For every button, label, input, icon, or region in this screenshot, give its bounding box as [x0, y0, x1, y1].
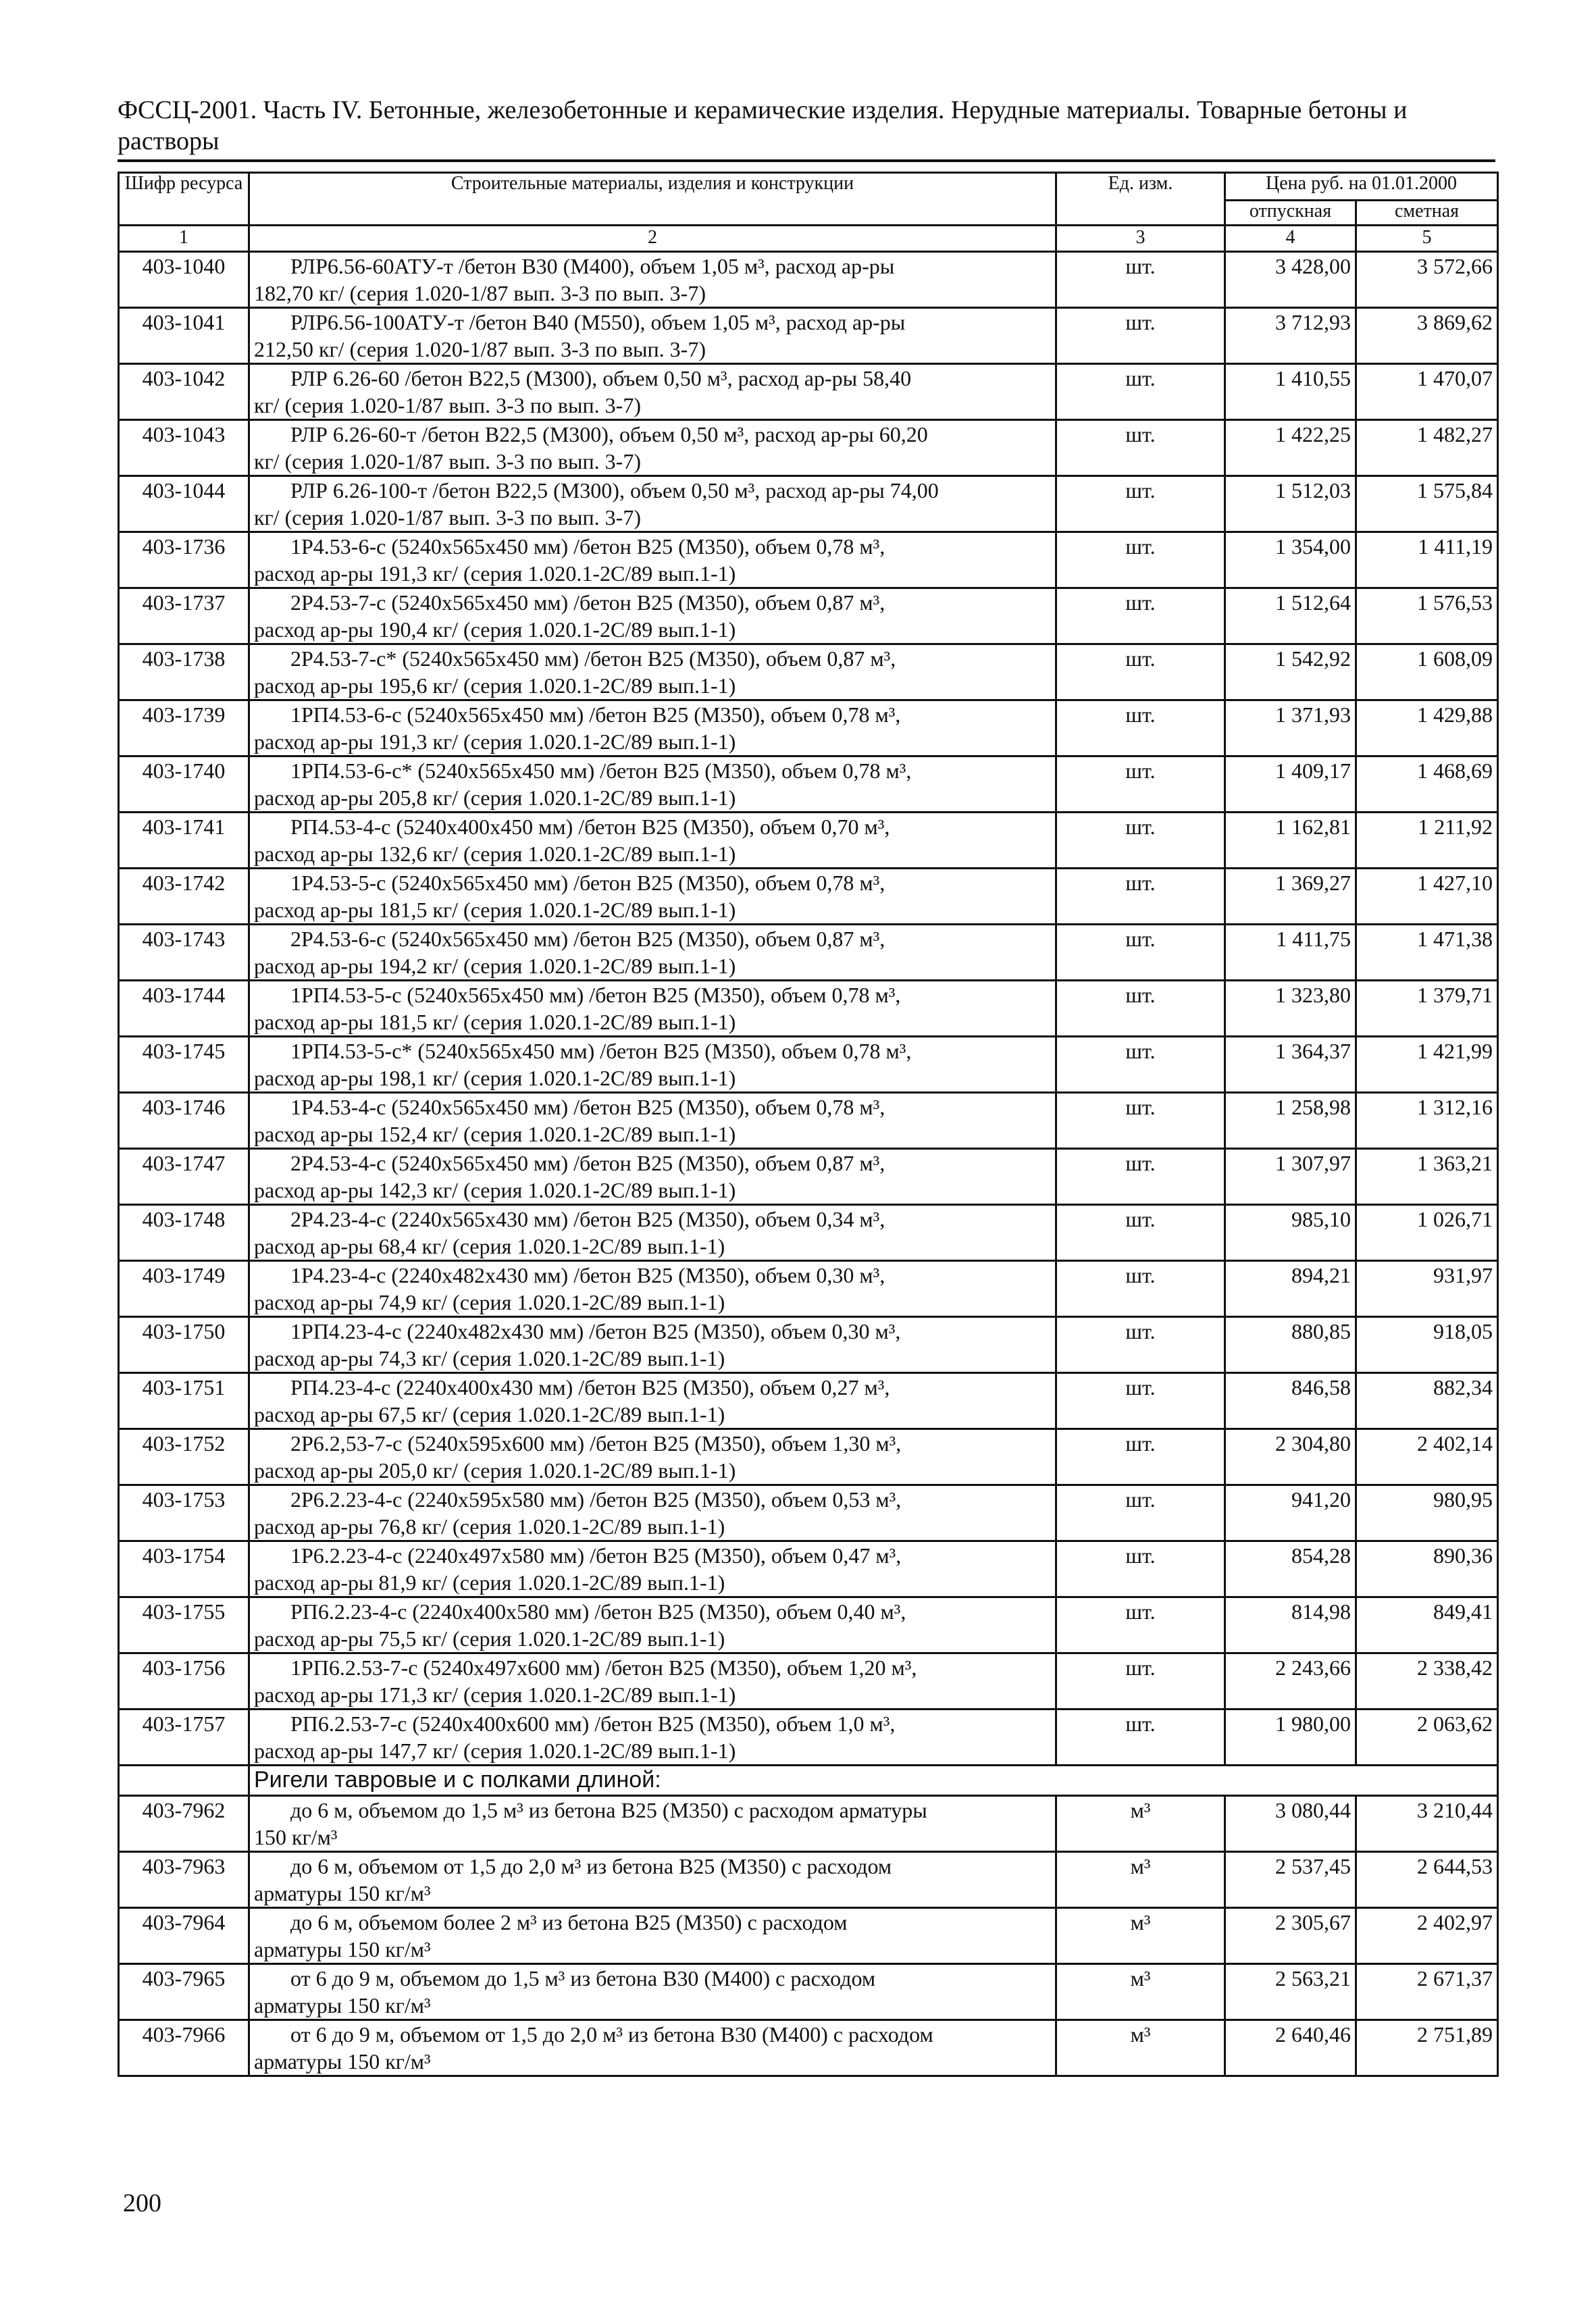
release-price: 1 422,25	[1225, 420, 1356, 476]
column-number: 5	[1356, 226, 1498, 252]
material-description	[249, 1796, 1056, 1852]
unit-of-measure: шт.	[1056, 252, 1225, 308]
table-row	[119, 1908, 1498, 1964]
description-line-1: от 6 до 9 м, объемом до 1,5 м³ из бетона В30 (М400) с расходом	[290, 1966, 876, 1990]
material-description	[249, 420, 1056, 476]
description-line-2: расход ар-ры 181,5 кг/ (серия 1.020.1-2С/89 вып.1-1)	[254, 898, 736, 922]
table-row	[119, 1317, 1498, 1373]
description-line-1: 2Р4.23-4-с (2240x565x430 мм) /бетон В25 (М350), объем 0,34 м³,	[290, 1207, 885, 1231]
release-price: 2 563,21	[1225, 1964, 1356, 2020]
unit-of-measure: шт.	[1056, 813, 1225, 869]
unit-of-measure: шт.	[1056, 476, 1225, 532]
resource-code: 403-1741	[119, 813, 249, 869]
estimate-price: 1 576,53	[1356, 588, 1498, 644]
material-description	[249, 1037, 1056, 1093]
material-description	[249, 1373, 1056, 1429]
material-description	[249, 1908, 1056, 1964]
description-line-2: расход ар-ры 132,6 кг/ (серия 1.020.1-2С/89 вып.1-1)	[254, 842, 736, 866]
description-line-2: расход ар-ры 75,5 кг/ (серия 1.020.1-2С/89 вып.1-1)	[254, 1626, 725, 1651]
unit-of-measure: шт.	[1056, 869, 1225, 925]
material-description	[249, 1485, 1056, 1541]
table-row	[119, 1852, 1498, 1908]
description-line-2: расход ар-ры 194,2 кг/ (серия 1.020.1-2С/89 вып.1-1)	[254, 954, 736, 978]
table-row	[119, 1485, 1498, 1541]
material-description	[249, 1429, 1056, 1485]
resource-code: 403-7965	[119, 1964, 249, 2020]
resource-code: 403-7962	[119, 1796, 249, 1852]
description-line-1: до 6 м, объемом более 2 м³ из бетона В25 (М350) с расходом	[290, 1910, 848, 1934]
table-row	[119, 1373, 1498, 1429]
estimate-price: 918,05	[1356, 1317, 1498, 1373]
unit-of-measure: шт.	[1056, 1093, 1225, 1149]
estimate-price: 1 411,19	[1356, 532, 1498, 588]
material-description	[249, 1205, 1056, 1261]
material-description	[249, 532, 1056, 588]
description-line-2: расход ар-ры 205,0 кг/ (серия 1.020.1-2С/89 вып.1-1)	[254, 1458, 736, 1483]
description-line-1: РП4.23-4-с (2240x400x430 мм) /бетон В25 (М350), объем 0,27 м³,	[290, 1375, 890, 1399]
resource-code: 403-1754	[119, 1541, 249, 1597]
header-name: Строительные материалы, изделия и конструкции	[249, 173, 1056, 226]
unit-of-measure: шт.	[1056, 1317, 1225, 1373]
unit-of-measure: м³	[1056, 1908, 1225, 1964]
release-price: 2 537,45	[1225, 1852, 1356, 1908]
estimate-price: 980,95	[1356, 1485, 1498, 1541]
estimate-price: 1 608,09	[1356, 644, 1498, 700]
table-row	[119, 1964, 1498, 2020]
estimate-price: 2 402,14	[1356, 1429, 1498, 1485]
header-unit: Ед. изм.	[1056, 173, 1225, 226]
resource-code: 403-1743	[119, 925, 249, 981]
description-line-1: 1Р4.53-6-с (5240x565x450 мм) /бетон В25 (М350), объем 0,78 м³,	[290, 534, 885, 559]
description-line-1: РЛР6.56-100АТУ-т /бетон В40 (М550), объем 1,05 м³, расход ар-ры	[290, 310, 906, 334]
unit-of-measure: шт.	[1056, 925, 1225, 981]
material-description	[249, 925, 1056, 981]
description-line-1: 1РП4.53-6-с* (5240x565x450 мм) /бетон В25 (М350), объем 0,78 м³,	[290, 759, 912, 783]
column-number: 2	[249, 226, 1056, 252]
description-line-2: расход ар-ры 147,7 кг/ (серия 1.020.1-2С/89 вып.1-1)	[254, 1739, 736, 1763]
material-description	[249, 700, 1056, 756]
unit-of-measure: м³	[1056, 1796, 1225, 1852]
table-row	[119, 1093, 1498, 1149]
description-line-2: кг/ (серия 1.020-1/87 вып. 3-3 по вып. 3-7)	[254, 393, 641, 417]
description-line-2: арматуры 150 кг/м³	[254, 1993, 431, 2017]
resource-code: 403-1744	[119, 981, 249, 1037]
estimate-price: 1 379,71	[1356, 981, 1498, 1037]
resource-code: 403-1043	[119, 420, 249, 476]
resource-code: 403-1752	[119, 1429, 249, 1485]
section-body	[119, 1766, 1498, 2076]
release-price: 854,28	[1225, 1541, 1356, 1597]
material-description	[249, 252, 1056, 308]
resource-code: 403-1042	[119, 364, 249, 420]
unit-of-measure: шт.	[1056, 1429, 1225, 1485]
estimate-price: 1 427,10	[1356, 869, 1498, 925]
description-line-1: 1РП4.53-6-с (5240x565x450 мм) /бетон В25 (М350), объем 0,78 м³,	[290, 702, 901, 727]
release-price: 3 428,00	[1225, 252, 1356, 308]
release-price: 1 512,64	[1225, 588, 1356, 644]
release-price: 2 243,66	[1225, 1653, 1356, 1709]
description-line-2: кг/ (серия 1.020-1/87 вып. 3-3 по вып. 3-7)	[254, 449, 641, 473]
table-row	[119, 1796, 1498, 1852]
estimate-price: 1 470,07	[1356, 364, 1498, 420]
resource-code: 403-1755	[119, 1597, 249, 1653]
table-row	[119, 1205, 1498, 1261]
table-row	[119, 252, 1498, 308]
resource-code: 403-1753	[119, 1485, 249, 1541]
resource-code: 403-1041	[119, 308, 249, 364]
description-line-2: арматуры 150 кг/м³	[254, 1937, 431, 1961]
material-description	[249, 1653, 1056, 1709]
table-row	[119, 813, 1498, 869]
release-price: 1 364,37	[1225, 1037, 1356, 1093]
estimate-price: 3 210,44	[1356, 1796, 1498, 1852]
header-price-group: Цена руб. на 01.01.2000	[1225, 173, 1498, 201]
section-code-cell	[119, 1766, 249, 1796]
description-line-1: 2Р4.53-6-с (5240x565x450 мм) /бетон В25 (М350), объем 0,87 м³,	[290, 927, 885, 951]
estimate-price: 1 363,21	[1356, 1149, 1498, 1205]
resource-code: 403-1040	[119, 252, 249, 308]
material-description	[249, 1964, 1056, 2020]
material-description	[249, 476, 1056, 532]
resource-code: 403-1736	[119, 532, 249, 588]
table-row	[119, 1709, 1498, 1766]
release-price: 1 512,03	[1225, 476, 1356, 532]
description-line-1: РЛР 6.26-100-т /бетон В22,5 (М300), объем 0,50 м³, расход ар-ры 74,00	[290, 478, 939, 503]
release-price: 1 258,98	[1225, 1093, 1356, 1149]
description-line-1: РП6.2.53-7-с (5240x400x600 мм) /бетон В25 (М350), объем 1,0 м³,	[290, 1712, 896, 1736]
description-line-1: 1РП4.53-5-с* (5240x565x450 мм) /бетон В25 (М350), объем 0,78 м³,	[290, 1039, 912, 1063]
table-row	[119, 308, 1498, 364]
estimate-price: 1 575,84	[1356, 476, 1498, 532]
estimate-price: 1 482,27	[1356, 420, 1498, 476]
section-header-row	[119, 1766, 1498, 1796]
description-line-1: 2Р6.2.23-4-с (2240x595x580 мм) /бетон В25 (М350), объем 0,53 м³,	[290, 1487, 902, 1512]
release-price: 1 307,97	[1225, 1149, 1356, 1205]
description-line-1: до 6 м, объемом от 1,5 до 2,0 м³ из бетона В25 (М350) с расходом	[290, 1854, 892, 1878]
unit-of-measure: шт.	[1056, 700, 1225, 756]
table-row	[119, 1429, 1498, 1485]
resource-code: 403-1756	[119, 1653, 249, 1709]
description-line-1: 1РП4.23-4-с (2240x482x430 мм) /бетон В25 (М350), объем 0,30 м³,	[290, 1319, 901, 1343]
description-line-2: расход ар-ры 191,3 кг/ (серия 1.020.1-2С/89 вып.1-1)	[254, 729, 736, 754]
estimate-price: 1 312,16	[1356, 1093, 1498, 1149]
description-line-2: расход ар-ры 195,6 кг/ (серия 1.020.1-2С/89 вып.1-1)	[254, 673, 736, 698]
release-price: 846,58	[1225, 1373, 1356, 1429]
release-price: 1 323,80	[1225, 981, 1356, 1037]
estimate-price: 3 869,62	[1356, 308, 1498, 364]
release-price: 814,98	[1225, 1597, 1356, 1653]
release-price: 1 369,27	[1225, 869, 1356, 925]
release-price: 3 080,44	[1225, 1796, 1356, 1852]
resource-code: 403-1750	[119, 1317, 249, 1373]
release-price: 1 162,81	[1225, 813, 1356, 869]
estimate-price: 882,34	[1356, 1373, 1498, 1429]
description-line-1: 1РП6.2.53-7-с (5240x497x600 мм) /бетон В25 (М350), объем 1,20 м³,	[290, 1655, 917, 1680]
description-line-2: расход ар-ры 142,3 кг/ (серия 1.020.1-2С/89 вып.1-1)	[254, 1178, 736, 1202]
header-release-price: отпускная	[1225, 201, 1356, 226]
price-table	[118, 172, 1499, 2077]
description-line-2: расход ар-ры 181,5 кг/ (серия 1.020.1-2С/89 вып.1-1)	[254, 1010, 736, 1034]
description-line-2: расход ар-ры 76,8 кг/ (серия 1.020.1-2С/89 вып.1-1)	[254, 1514, 725, 1539]
description-line-1: РЛР 6.26-60-т /бетон В22,5 (М300), объем 0,50 м³, расход ар-ры 60,20	[290, 422, 928, 446]
material-description	[249, 981, 1056, 1037]
description-line-1: РЛР6.56-60АТУ-т /бетон В30 (М400), объем 1,05 м³, расход ар-ры	[290, 254, 895, 278]
description-line-1: 1Р6.2.23-4-с (2240x497x580 мм) /бетон В25 (М350), объем 0,47 м³,	[290, 1543, 902, 1568]
estimate-price: 1 468,69	[1356, 756, 1498, 813]
description-line-1: РЛР 6.26-60 /бетон В22,5 (М300), объем 0,50 м³, расход ар-ры 58,40	[290, 366, 912, 390]
unit-of-measure: шт.	[1056, 1653, 1225, 1709]
page-number: 200	[123, 2189, 161, 2217]
column-number: 3	[1056, 226, 1225, 252]
estimate-price: 2 671,37	[1356, 1964, 1498, 2020]
unit-of-measure: м³	[1056, 1852, 1225, 1908]
estimate-price: 2 402,97	[1356, 1908, 1498, 1964]
description-line-2: расход ар-ры 191,3 кг/ (серия 1.020.1-2С/89 вып.1-1)	[254, 561, 736, 586]
release-price: 1 980,00	[1225, 1709, 1356, 1766]
table-row	[119, 981, 1498, 1037]
description-line-1: 1Р4.23-4-с (2240x482x430 мм) /бетон В25 (М350), объем 0,30 м³,	[290, 1263, 885, 1287]
column-number: 4	[1225, 226, 1356, 252]
description-line-1: 2Р4.53-4-с (5240x565x450 мм) /бетон В25 (М350), объем 0,87 м³,	[290, 1151, 885, 1175]
header-estimate-price: сметная	[1356, 201, 1498, 226]
header-code: Шифр ресурса	[119, 173, 249, 226]
unit-of-measure: шт.	[1056, 1597, 1225, 1653]
table-row	[119, 1653, 1498, 1709]
table-row	[119, 2020, 1498, 2076]
material-description	[249, 1093, 1056, 1149]
table-row	[119, 588, 1498, 644]
unit-of-measure: шт.	[1056, 756, 1225, 813]
description-line-2: кг/ (серия 1.020-1/87 вып. 3-3 по вып. 3-7)	[254, 505, 641, 530]
table-header-row	[119, 173, 1498, 201]
resource-code: 403-1746	[119, 1093, 249, 1149]
estimate-price: 1 471,38	[1356, 925, 1498, 981]
estimate-price: 849,41	[1356, 1597, 1498, 1653]
release-price: 2 304,80	[1225, 1429, 1356, 1485]
table-row	[119, 869, 1498, 925]
material-description	[249, 1149, 1056, 1205]
resource-code: 403-7964	[119, 1908, 249, 1964]
resource-code: 403-1745	[119, 1037, 249, 1093]
release-price: 3 712,93	[1225, 308, 1356, 364]
unit-of-measure: шт.	[1056, 588, 1225, 644]
estimate-price: 1 211,92	[1356, 813, 1498, 869]
table-row	[119, 644, 1498, 700]
table-row	[119, 476, 1498, 532]
table-row	[119, 364, 1498, 420]
material-description	[249, 1597, 1056, 1653]
description-line-1: РП6.2.23-4-с (2240x400x580 мм) /бетон В25 (М350), объем 0,40 м³,	[290, 1599, 906, 1624]
release-price: 1 410,55	[1225, 364, 1356, 420]
unit-of-measure: шт.	[1056, 644, 1225, 700]
resource-code: 403-1738	[119, 644, 249, 700]
column-number-row	[119, 226, 1498, 252]
description-line-1: 2Р4.53-7-с* (5240x565x450 мм) /бетон В25 (М350), объем 0,87 м³,	[290, 646, 896, 671]
resource-code: 403-1749	[119, 1261, 249, 1317]
description-line-2: расход ар-ры 152,4 кг/ (серия 1.020.1-2С/89 вып.1-1)	[254, 1122, 736, 1146]
description-line-2: расход ар-ры 81,9 кг/ (серия 1.020.1-2С/89 вып.1-1)	[254, 1570, 725, 1595]
description-line-2: расход ар-ры 67,5 кг/ (серия 1.020.1-2С/89 вып.1-1)	[254, 1402, 725, 1426]
material-description	[249, 869, 1056, 925]
resource-code: 403-1748	[119, 1205, 249, 1261]
resource-code: 403-7966	[119, 2020, 249, 2076]
material-description	[249, 308, 1056, 364]
unit-of-measure: шт.	[1056, 1541, 1225, 1597]
table-row	[119, 700, 1498, 756]
release-price: 880,85	[1225, 1317, 1356, 1373]
description-line-1: 2Р6.2,53-7-с (5240x595x600 мм) /бетон В25 (М350), объем 1,30 м³,	[290, 1431, 902, 1456]
description-line-2: 212,50 кг/ (серия 1.020-1/87 вып. 3-3 по вып. 3-7)	[254, 337, 706, 361]
table-row	[119, 1037, 1498, 1093]
release-price: 1 354,00	[1225, 532, 1356, 588]
estimate-price: 3 572,66	[1356, 252, 1498, 308]
estimate-price: 1 429,88	[1356, 700, 1498, 756]
unit-of-measure: м³	[1056, 1964, 1225, 2020]
description-line-1: 1Р4.53-4-с (5240x565x450 мм) /бетон В25 (М350), объем 0,78 м³,	[290, 1095, 885, 1119]
release-price: 894,21	[1225, 1261, 1356, 1317]
estimate-price: 2 751,89	[1356, 2020, 1498, 2076]
resource-code: 403-1044	[119, 476, 249, 532]
table-body	[119, 252, 1498, 1766]
table-row	[119, 1541, 1498, 1597]
release-price: 941,20	[1225, 1485, 1356, 1541]
estimate-price: 890,36	[1356, 1541, 1498, 1597]
estimate-price: 2 063,62	[1356, 1709, 1498, 1766]
material-description	[249, 644, 1056, 700]
table-row	[119, 420, 1498, 476]
column-number: 1	[119, 226, 249, 252]
page-header: ФССЦ-2001. Часть IV. Бетонные, железобетонные и керамические изделия. Нерудные материалы. Товарные бетоны и растворы	[118, 96, 1408, 155]
unit-of-measure: шт.	[1056, 981, 1225, 1037]
resource-code: 403-1747	[119, 1149, 249, 1205]
table-row	[119, 756, 1498, 813]
unit-of-measure: шт.	[1056, 1261, 1225, 1317]
estimate-price: 1 421,99	[1356, 1037, 1498, 1093]
estimate-price: 1 026,71	[1356, 1205, 1498, 1261]
material-description	[249, 813, 1056, 869]
material-description	[249, 756, 1056, 813]
resource-code: 403-1742	[119, 869, 249, 925]
estimate-price: 931,97	[1356, 1261, 1498, 1317]
unit-of-measure: шт.	[1056, 308, 1225, 364]
unit-of-measure: шт.	[1056, 1709, 1225, 1766]
estimate-price: 2 644,53	[1356, 1852, 1498, 1908]
resource-code: 403-1757	[119, 1709, 249, 1766]
unit-of-measure: шт.	[1056, 1149, 1225, 1205]
description-line-1: от 6 до 9 м, объемом от 1,5 до 2,0 м³ из бетона В30 (М400) с расходом	[290, 2022, 933, 2047]
resource-code: 403-1739	[119, 700, 249, 756]
description-line-2: арматуры 150 кг/м³	[254, 2049, 431, 2074]
description-line-2: расход ар-ры 198,1 кг/ (серия 1.020.1-2С/89 вып.1-1)	[254, 1066, 736, 1090]
material-description	[249, 364, 1056, 420]
unit-of-measure: м³	[1056, 2020, 1225, 2076]
description-line-1: 2Р4.53-7-с (5240x565x450 мм) /бетон В25 (М350), объем 0,87 м³,	[290, 590, 885, 615]
material-description	[249, 1317, 1056, 1373]
resource-code: 403-1751	[119, 1373, 249, 1429]
description-line-1: до 6 м, объемом до 1,5 м³ из бетона В25 (М350) с расходом арматуры	[290, 1798, 927, 1822]
table-row	[119, 1597, 1498, 1653]
section-title: Ригели тавровые и с полками длиной:	[249, 1766, 1498, 1796]
description-line-2: 182,70 кг/ (серия 1.020-1/87 вып. 3-3 по вып. 3-7)	[254, 281, 706, 305]
material-description	[249, 1261, 1056, 1317]
release-price: 1 371,93	[1225, 700, 1356, 756]
resource-code: 403-7963	[119, 1852, 249, 1908]
release-price: 2 305,67	[1225, 1908, 1356, 1964]
unit-of-measure: шт.	[1056, 420, 1225, 476]
description-line-2: расход ар-ры 171,3 кг/ (серия 1.020.1-2С/89 вып.1-1)	[254, 1682, 736, 1707]
unit-of-measure: шт.	[1056, 1373, 1225, 1429]
description-line-2: расход ар-ры 74,3 кг/ (серия 1.020.1-2С/89 вып.1-1)	[254, 1346, 725, 1370]
estimate-price: 2 338,42	[1356, 1653, 1498, 1709]
description-line-2: арматуры 150 кг/м³	[254, 1881, 431, 1905]
release-price: 1 409,17	[1225, 756, 1356, 813]
unit-of-measure: шт.	[1056, 532, 1225, 588]
release-price: 985,10	[1225, 1205, 1356, 1261]
table-row	[119, 925, 1498, 981]
release-price: 1 542,92	[1225, 644, 1356, 700]
description-line-1: РП4.53-4-с (5240x400x450 мм) /бетон В25 (М350), объем 0,70 м³,	[290, 815, 890, 839]
description-line-2: расход ар-ры 74,9 кг/ (серия 1.020.1-2С/89 вып.1-1)	[254, 1290, 725, 1314]
material-description	[249, 588, 1056, 644]
description-line-2: расход ар-ры 190,4 кг/ (серия 1.020.1-2С/89 вып.1-1)	[254, 617, 736, 642]
table-row	[119, 1149, 1498, 1205]
resource-code: 403-1740	[119, 756, 249, 813]
material-description	[249, 2020, 1056, 2076]
header-divider	[118, 159, 1495, 162]
release-price: 1 411,75	[1225, 925, 1356, 981]
release-price: 2 640,46	[1225, 2020, 1356, 2076]
material-description	[249, 1709, 1056, 1766]
material-description	[249, 1541, 1056, 1597]
unit-of-measure: шт.	[1056, 1485, 1225, 1541]
table-row	[119, 532, 1498, 588]
description-line-2: 150 кг/м³	[254, 1825, 338, 1849]
description-line-1: 1РП4.53-5-с (5240x565x450 мм) /бетон В25 (М350), объем 0,78 м³,	[290, 983, 901, 1007]
table-row	[119, 1261, 1498, 1317]
description-line-2: расход ар-ры 68,4 кг/ (серия 1.020.1-2С/89 вып.1-1)	[254, 1234, 725, 1258]
unit-of-measure: шт.	[1056, 1037, 1225, 1093]
description-line-1: 1Р4.53-5-с (5240x565x450 мм) /бетон В25 (М350), объем 0,78 м³,	[290, 871, 885, 895]
material-description	[249, 1852, 1056, 1908]
unit-of-measure: шт.	[1056, 1205, 1225, 1261]
resource-code: 403-1737	[119, 588, 249, 644]
unit-of-measure: шт.	[1056, 364, 1225, 420]
description-line-2: расход ар-ры 205,8 кг/ (серия 1.020.1-2С/89 вып.1-1)	[254, 786, 736, 810]
